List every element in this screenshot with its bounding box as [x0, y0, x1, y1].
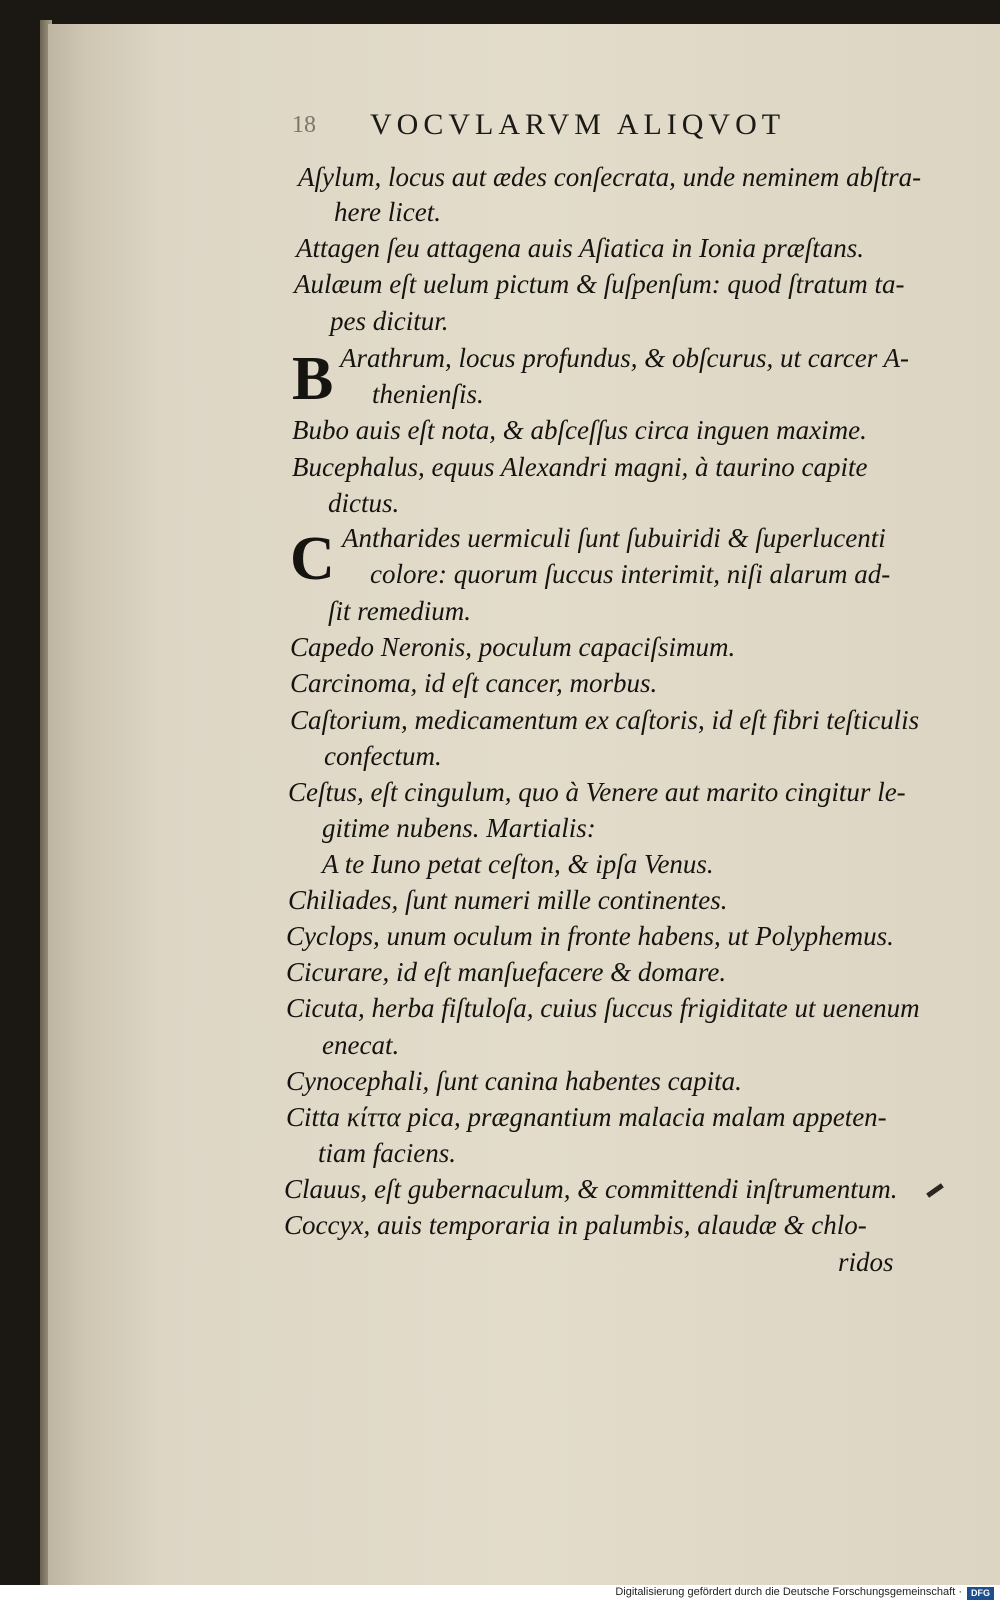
entry-line: pes dicitur. — [330, 306, 449, 336]
entry-line: gitime nubens. Martialis: — [322, 813, 596, 843]
entry-line: confectum. — [324, 741, 442, 771]
entry-line: Clauus, eſt gubernaculum, & committendi inſtrumentum. — [284, 1174, 898, 1204]
entry-line: Bucephalus, equus Alexandri magni, à taurino capite — [292, 452, 868, 482]
entry-line: A te Iuno petat ceſton, & ipſa Venus. — [322, 849, 714, 879]
entry-line: Caſtorium, medicamentum ex caſtoris, id eſt fibri teſticulis — [290, 705, 920, 735]
entry-line: Cyclops, unum oculum in fronte habens, ut Polyphemus. — [286, 921, 894, 951]
entry-line: Antharides uermiculi ſunt ſubuiridi & ſuperlucenti — [342, 523, 886, 553]
drop-cap: C — [290, 525, 335, 593]
entry-line: enecat. — [322, 1030, 400, 1060]
entry-line: Ceſtus, eſt cingulum, quo à Venere aut marito cingitur le- — [288, 777, 906, 807]
entry-line: Cicurare, id eſt manſuefacere & domare. — [286, 957, 727, 987]
entry-line: dictus. — [328, 488, 400, 518]
page-number: 18 — [292, 112, 316, 138]
drop-cap: B — [292, 345, 334, 413]
entry-line: colore: quorum ſuccus interimit, niſi alarum ad- — [370, 559, 891, 589]
entry-line: Attagen ſeu attagena auis Aſiatica in Ionia præſtans. — [296, 233, 864, 263]
entry-line: Cicuta, herba fiſtuloſa, cuius ſuccus frigiditate ut uenenum — [286, 993, 920, 1023]
entry-line: here licet. — [334, 197, 441, 227]
entry-line: Bubo auis eſt nota, & abſceſſus circa inguen maxime. — [292, 415, 867, 445]
entry-line: tiam faciens. — [318, 1138, 456, 1168]
entry-line: Coccyx, auis temporaria in palumbis, alaudæ & chlo- — [284, 1210, 867, 1240]
entry-line: Aſylum, locus aut ædes conſecrata, unde neminem abſtra- — [298, 162, 922, 192]
footer-credit: Digitalisierung gefördert durch die Deutsche Forschungsgemeinschaft · — [615, 1586, 962, 1598]
entry-line: Capedo Neronis, poculum capaciſsimum. — [290, 632, 736, 662]
running-header: VOCVLARVM ALIQVOT — [370, 108, 786, 141]
dfg-logo-icon: DFG — [967, 1587, 994, 1600]
entry-line: ſit remedium. — [328, 596, 471, 626]
catchword: ridos — [838, 1247, 894, 1277]
entry-line: thenienſis. — [372, 379, 484, 409]
entry-line: Carcinoma, id eſt cancer, morbus. — [290, 668, 658, 698]
entry-line: Arathrum, locus profundus, & obſcurus, ut carcer A- — [340, 343, 909, 373]
entry-line: Citta κίττα pica, prægnantium malacia malam appeten- — [286, 1102, 887, 1132]
entry-line: Cynocephali, ſunt canina habentes capita. — [286, 1066, 742, 1096]
footer-bar — [0, 1585, 1000, 1603]
entry-line: Aulæum eſt uelum pictum & ſuſpenſum: quod ſtratum ta- — [294, 269, 905, 299]
entry-line: Chiliades, ſunt numeri mille continentes. — [288, 885, 728, 915]
